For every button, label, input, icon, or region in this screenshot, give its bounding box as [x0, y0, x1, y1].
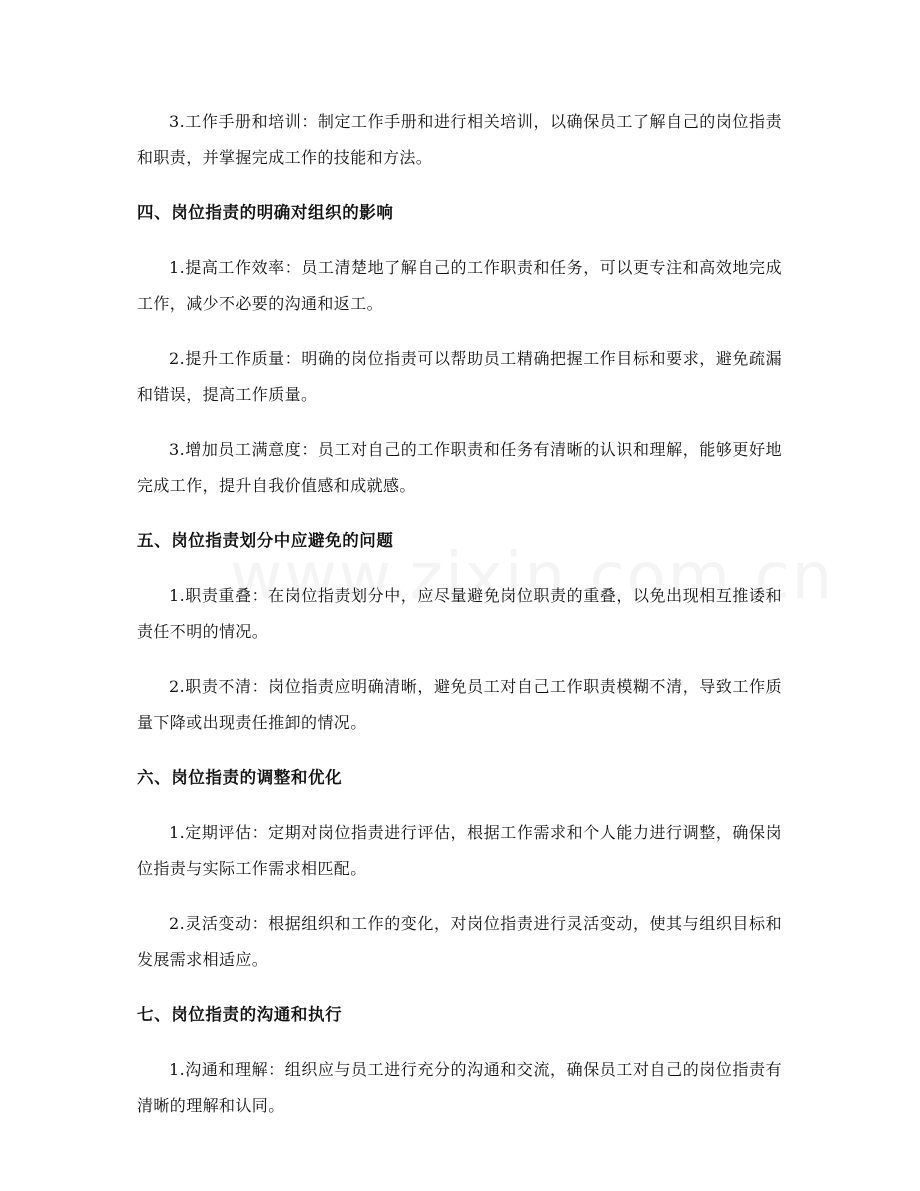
section-heading-6: 六、岗位指责的调整和优化 — [137, 768, 343, 787]
section-heading-5: 五、岗位指责划分中应避免的问题 — [137, 531, 394, 550]
paragraph-communication: 1.沟通和理解：组织应与员工进行充分的沟通和交流，确保员工对自己的岗位指责有清晰的理解和认同。 — [137, 1060, 782, 1115]
paragraph-efficiency: 1.提高工作效率：员工清楚地了解自己的工作职责和任务，可以更专注和高效地完成工作，减少不必要的沟通和返工。 — [137, 258, 782, 313]
section-heading-7: 七、岗位指责的沟通和执行 — [137, 1005, 343, 1024]
paragraph-flexible-change: 2.灵活变动：根据组织和工作的变化，对岗位指责进行灵活变动，使其与组织目标和发展需求相适应。 — [137, 914, 782, 969]
paragraph-periodic-review: 1.定期评估：定期对岗位指责进行评估，根据工作需求和个人能力进行调整，确保岗位指责与实际工作需求相匹配。 — [137, 823, 782, 878]
document-body — [137, 104, 782, 1143]
paragraph-satisfaction: 3.增加员工满意度：员工对自己的工作职责和任务有清晰的认识和理解，能够更好地完成工作，提升自我价值感和成就感。 — [137, 440, 782, 495]
section-heading-4: 四、岗位指责的明确对组织的影响 — [137, 203, 394, 222]
paragraph-overlap: 1.职责重叠：在岗位指责划分中，应尽量避免岗位职责的重叠，以免出现相互推诿和责任不明的情况。 — [137, 586, 782, 641]
paragraph-unclear: 2.职责不清：岗位指责应明确清晰，避免员工对自己工作职责模糊不清，导致工作质量下降或出现责任推卸的情况。 — [137, 677, 782, 732]
paragraph-quality: 2.提升工作质量：明确的岗位指责可以帮助员工精确把握工作目标和要求，避免疏漏和错误，提高工作质量。 — [137, 349, 782, 404]
paragraph-work-manual-training: 3.工作手册和培训：制定工作手册和进行相关培训，以确保员工了解自己的岗位指责和职责，并掌握完成工作的技能和方法。 — [137, 112, 782, 167]
